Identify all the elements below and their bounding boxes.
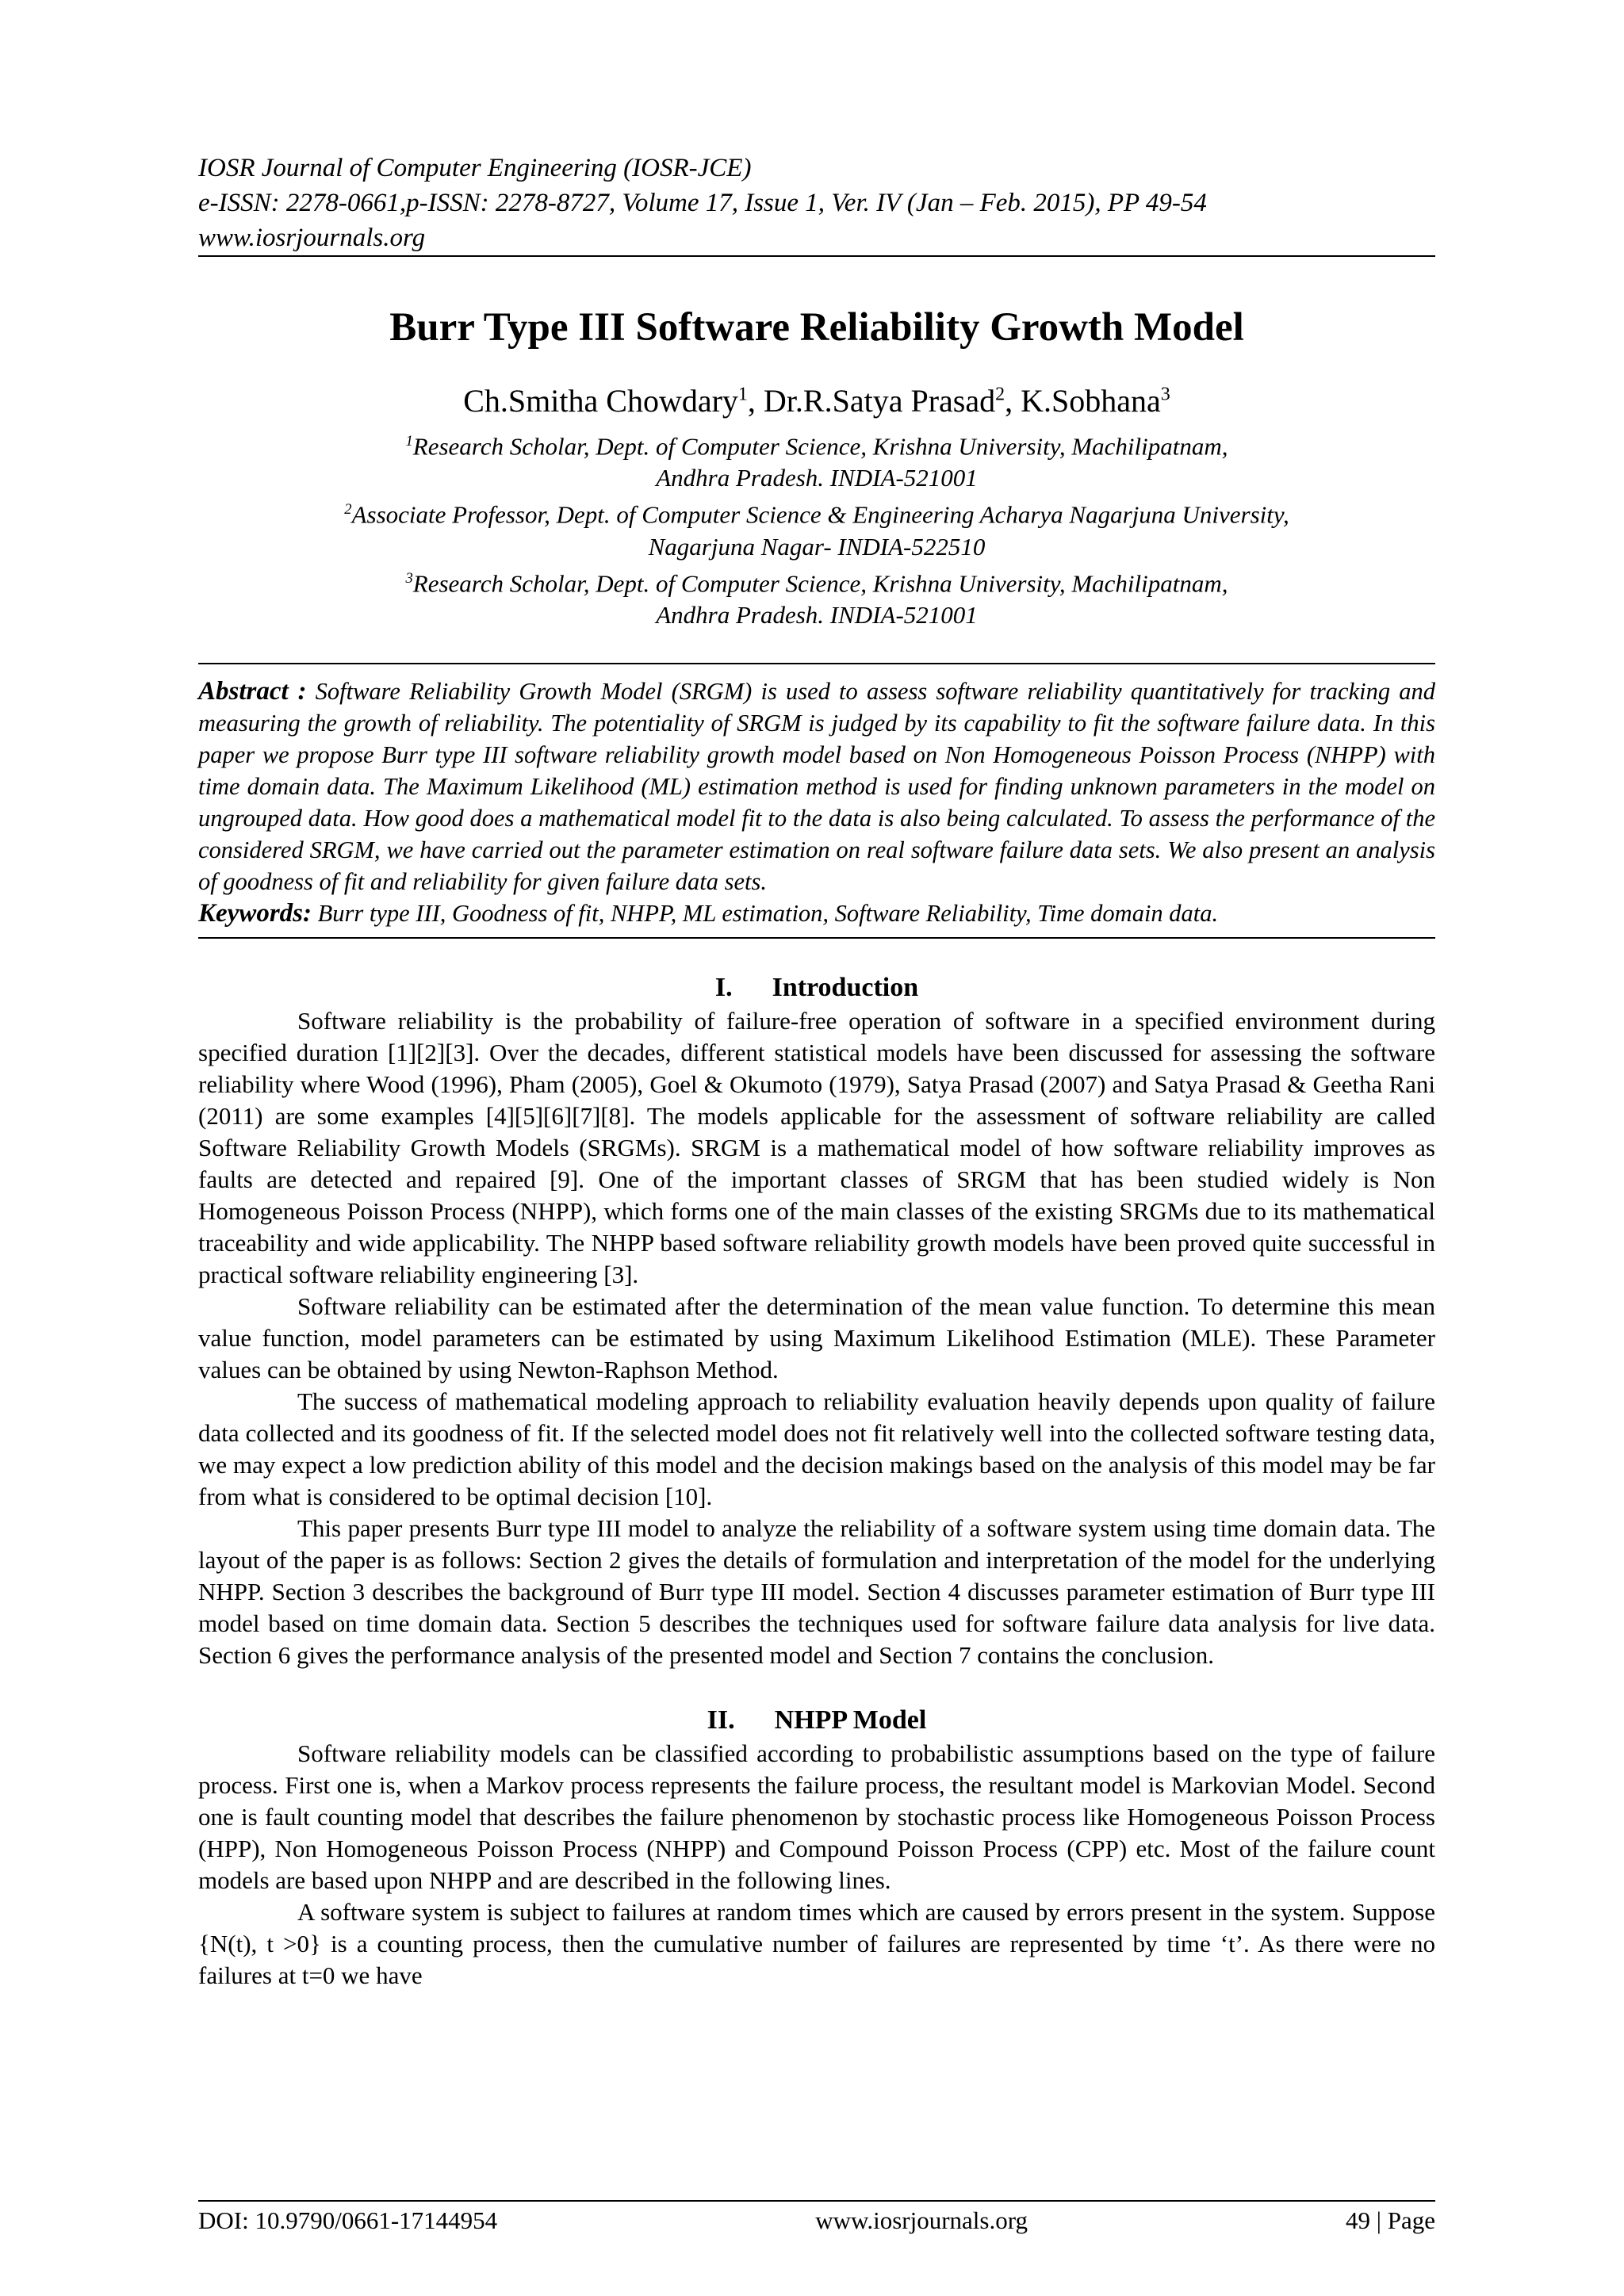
paragraph: Software reliability models can be classified according to probabilistic assumptions based on the type of failure process. First one is, when a Markov process represents the failure process, the resultant model is Markovian Model. Second one is fault counting model that describes the failure phenomenon by stochastic process like Homogeneous Poisson Process (HPP), Non Homogeneous Poisson Process (NHPP) and Compound Poisson Process (CPP) etc. Most of the failure count models are based upon NHPP and are described in the following lines. bbox=[198, 1739, 1435, 1894]
affiliation-sup: 3 bbox=[405, 569, 413, 587]
journal-website: www.iosrjournals.org bbox=[198, 224, 426, 252]
affiliation bbox=[198, 494, 1435, 562]
paper-page bbox=[198, 151, 1435, 1992]
author-name: , Dr.R.Satya Prasad bbox=[747, 383, 996, 419]
affiliation-line: Research Scholar, Dept. of Computer Science, Krishna University, Machilipatnam, bbox=[412, 432, 1228, 461]
section-number: II. bbox=[707, 1705, 735, 1735]
paper-title: Burr Type III Software Reliability Growth Model bbox=[389, 305, 1244, 350]
abstract-box bbox=[198, 663, 1435, 939]
keywords bbox=[198, 897, 1435, 929]
author-sup: 3 bbox=[1160, 384, 1170, 405]
affiliation-line: Andhra Pradesh. INDIA-521001 bbox=[656, 600, 978, 629]
abstract bbox=[198, 675, 1435, 897]
footer-website: www.iosrjournals.org bbox=[815, 2206, 1028, 2234]
author-name: Ch.Smitha Chowdary bbox=[463, 383, 738, 419]
affiliation-line: Associate Professor, Dept. of Computer Science & Engineering Acharya Nagarjuna University, bbox=[351, 500, 1289, 529]
section-title: NHPP Model bbox=[774, 1705, 927, 1735]
section-heading bbox=[198, 970, 1435, 1005]
section-number: I. bbox=[714, 972, 733, 1002]
page-footer bbox=[198, 2200, 1435, 2235]
author-name: , K.Sobhana bbox=[1005, 383, 1161, 419]
header-rule bbox=[198, 255, 1435, 257]
paragraph: The success of mathematical modeling approach to reliability evaluation heavily depends upon quality of failure data collected and its goodness of fit. If the selected model does not fit relatively well into the collected software testing data, we may expect a low prediction ability of this model and the decision makings based on the analysis of this model may be far from what is considered to be optimal decision [10]. bbox=[198, 1387, 1435, 1510]
affiliation-line: Research Scholar, Dept. of Computer Science, Krishna University, Machilipatnam, bbox=[412, 568, 1228, 597]
keywords-text: Burr type III, Goodness of fit, NHPP, ML estimation, Software Reliability, Time domain data. bbox=[312, 899, 1219, 927]
affiliation bbox=[198, 426, 1435, 494]
keywords-label: Keywords: bbox=[198, 898, 312, 928]
author-sup: 2 bbox=[995, 384, 1005, 405]
paragraph: A software system is subject to failures at random times which are caused by errors present in the system. Suppose {N(t), t >0} is a counting process, then the cumulative number of failures are represented by time ‘t’. As there were no failures at t=0 we have bbox=[198, 1897, 1435, 1989]
abstract-text: Software Reliability Growth Model (SRGM) is used to assess software reliability quantitatively for tracking and measuring the growth of reliability. The potentiality of SRGM is judged by its capability to fit the software failure data. In this paper we propose Burr type III software reliability growth model based on Non Homogeneous Poisson Process (NHPP) with time domain data. The Maximum Likelihood (ML) estimation method is used for finding unknown parameters in the model on ungrouped data. How good does a mathematical model fit to the data is also being calculated. To assess the performance of the considered SRGM, we have carried out the parameter estimation on real software failure data sets. We also present an analysis of goodness of fit and reliability for given failure data sets. bbox=[198, 677, 1435, 895]
issn-line: e-ISSN: 2278-0661,p-ISSN: 2278-8727, Volume 17, Issue 1, Ver. IV (Jan – Feb. 2015), PP 49-54 bbox=[198, 189, 1207, 217]
abstract-label: Abstract : bbox=[198, 676, 307, 706]
paragraph: Software reliability can be estimated after the determination of the mean value function. To determine this mean value function, model parameters can be estimated by using Maximum Likelihood Estimation (MLE). These Parameter values can be obtained by using Newton-Raphson Method. bbox=[198, 1292, 1435, 1383]
author-sup: 1 bbox=[737, 384, 748, 405]
affiliation-sup: 1 bbox=[405, 433, 413, 450]
affiliation bbox=[198, 563, 1435, 631]
section-heading bbox=[198, 1703, 1435, 1738]
affiliation-line: Andhra Pradesh. INDIA-521001 bbox=[656, 464, 978, 492]
affiliation-line: Nagarjuna Nagar- INDIA-522510 bbox=[648, 532, 986, 561]
section-title: Introduction bbox=[772, 972, 919, 1002]
footer-doi: DOI: 10.9790/0661-17144954 bbox=[198, 2206, 498, 2234]
footer-page-number: 49 | Page bbox=[1346, 2206, 1435, 2234]
affiliation-sup: 2 bbox=[344, 501, 352, 519]
paragraph: Software reliability is the probability of failure-free operation of software in a specified environment during specified duration [1][2][3]. Over the decades, different statistical models have been discussed for assessing the software reliability where Wood (1996), Pham (2005), Goel & Okumoto (1979), Satya Prasad (2007) and Satya Prasad & Geetha Rani (2011) are some examples [4][5][6][7][8]. The models applicable for the assessment of software reliability are called Software Reliability Growth Models (SRGMs). SRGM is a mathematical model of how software reliability improves as faults are detected and repaired [9]. One of the important classes of SRGM that has been studied widely is Non Homogeneous Poisson Process (NHPP), which forms one of the main classes of the existing SRGMs due to its mathematical traceability and wide applicability. The NHPP based software reliability growth models have been proved quite successful in practical software reliability engineering [3]. bbox=[198, 1006, 1435, 1288]
paragraph: This paper presents Burr type III model to analyze the reliability of a software system using time domain data. The layout of the paper is as follows: Section 2 gives the details of formulation and interpretation of the model for the underlying NHPP. Section 3 describes the background of Burr type III model. Section 4 discusses parameter estimation of Burr type III model based on time domain data. Section 5 describes the techniques used for software failure data analysis for live data. Section 6 gives the performance analysis of the presented model and Section 7 contains the conclusion. bbox=[198, 1513, 1435, 1669]
journal-name: IOSR Journal of Computer Engineering (IOSR-JCE) bbox=[198, 154, 752, 182]
author-list bbox=[198, 382, 1435, 419]
